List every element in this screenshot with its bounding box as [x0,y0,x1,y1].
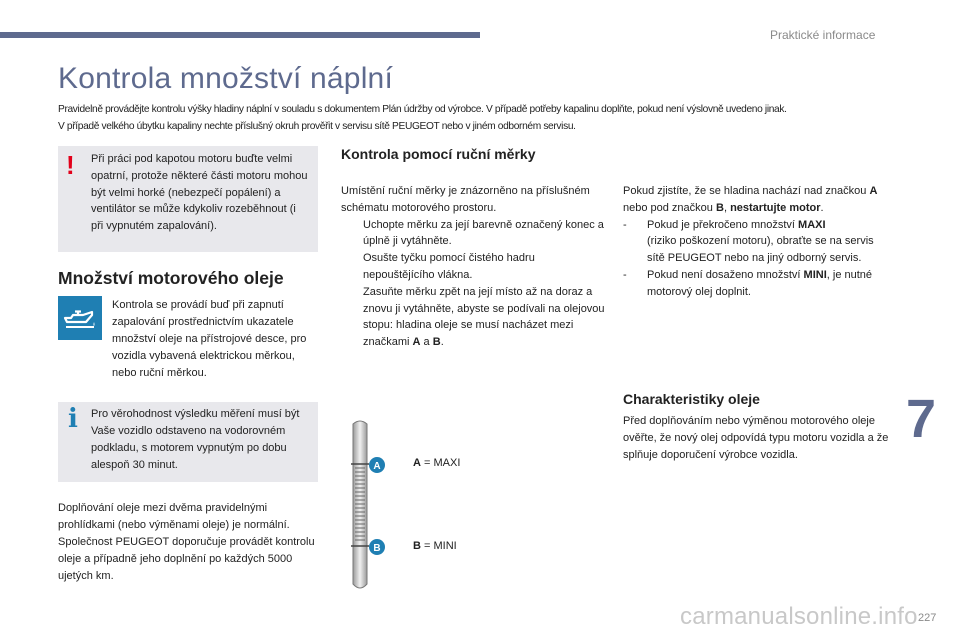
label-mini: B = MINI [413,540,457,552]
exclamation-icon: ! [66,150,75,180]
chapter-number: 7 [906,389,937,449]
restart-warning: nestartujte motor [730,201,821,214]
page-number: 227 [918,612,937,624]
bullet-icon [341,250,363,284]
warning-text: Při práci pod kapotou motoru buďte velmi opatrní, protože některé části motoru mohou být velmi horké (nebezpečí popálení) a ventilátor se může kdykoliv rozeběhnout (i při vypnutém zapalování). [91,153,308,233]
mark-b: B [432,336,441,349]
badge-a: A [373,461,381,472]
dipstick-step [341,217,609,251]
dipstick-step [341,250,609,284]
dipstick-intro: Umístění ruční měrky je znázorněno na příslušném schématu motorového prostoru. [341,185,590,214]
dipstick-step [341,284,609,351]
info-text: Pro věrohodnost výsledku měření musí být Vaše vozidlo odstaveno na vodorovném podkladu, s motorem vypnutým po dobu alespoň 30 minut. [91,408,300,471]
level-item-mini: - Pokud není dosaženo množství MINI, je nutné motorový olej doplnit. [623,268,873,298]
step-text: Uchopte měrku za její barevně označený konec a úplně ji vytáhněte. [363,218,604,248]
label-maxi: A = MAXI [413,457,461,469]
refill-text: Doplňování oleje mezi dvěma pravidelnými prohlídkami (nebo výměnami oleje) je normální. Společnost PEUGEOT doporučuje provádět kontrolu oleje a případně jeho doplnění po každých 5000 ujetých km. [58,502,315,582]
characteristics-heading: Charakteristiky oleje [623,391,760,407]
oil-text: Kontrola se provádí buď při zapnutí zapalování prostřednictvím ukazatele množství oleje na přístrojové desce, pro vozidla vybavená elektrickou měrkou, nebo ruční měrkou. [112,299,307,379]
watermark: carmanualsonline.info [680,603,918,630]
dipstick-heading: Kontrola pomocí ruční měrky [341,146,536,162]
info-icon: i [68,404,78,434]
level-item-maxi: - Pokud je překročeno množství MAXI (riziko poškození motoru), obraťte se na servis sítě PEUGEOT nebo na jiný odborný servis. [623,218,874,265]
dipstick-illustration [340,420,400,592]
bullet-icon [341,284,363,351]
step-text: Zasuňte měrku zpět na její místo až na doraz a znovu ji vytáhněte, abyste se podívali na olejovou stopu: hladina oleje se musí nacházet mezi značkami A a B. [363,285,605,349]
step-text: Osušte tyčku pomocí čistého hadru nepouštějícího vlákna. [363,252,535,281]
oil-can-icon [58,296,102,340]
characteristics-text: Před doplňováním nebo výměnou motorového oleje ověřte, že nový olej odpovídá typu motoru vozidla a že splňuje doporučení výrobce vozidla. [623,415,889,461]
intro-line-2: V případě velkého úbytku kapaliny nechte příslušný okruh prověřit v servisu sítě PEUGEOT nebo v jiném odborném servisu. [58,121,576,132]
bullet-icon [341,217,363,251]
header-accent-bar [0,32,480,38]
level-body [623,183,891,301]
oil-heading: Množství motorového oleje [58,268,284,288]
level-intro: Pokud zjistíte, že se hladina nachází nad značkou A nebo pod značkou B, nestartujte motor. [623,185,878,214]
mark-a: A [412,336,421,349]
badge-b: B [373,543,381,554]
intro-line-1: Pravidelně provádějte kontrolu výšky hladiny náplní v souladu s dokumentem Plán údržby od výrobce. V případě potřeby kapalinu doplňte, pokud není výslovně uvedeno jinak. [58,104,787,115]
dipstick-body [341,183,609,351]
section-title: Praktické informace [770,28,876,42]
page-title: Kontrola množství náplní [58,62,393,95]
